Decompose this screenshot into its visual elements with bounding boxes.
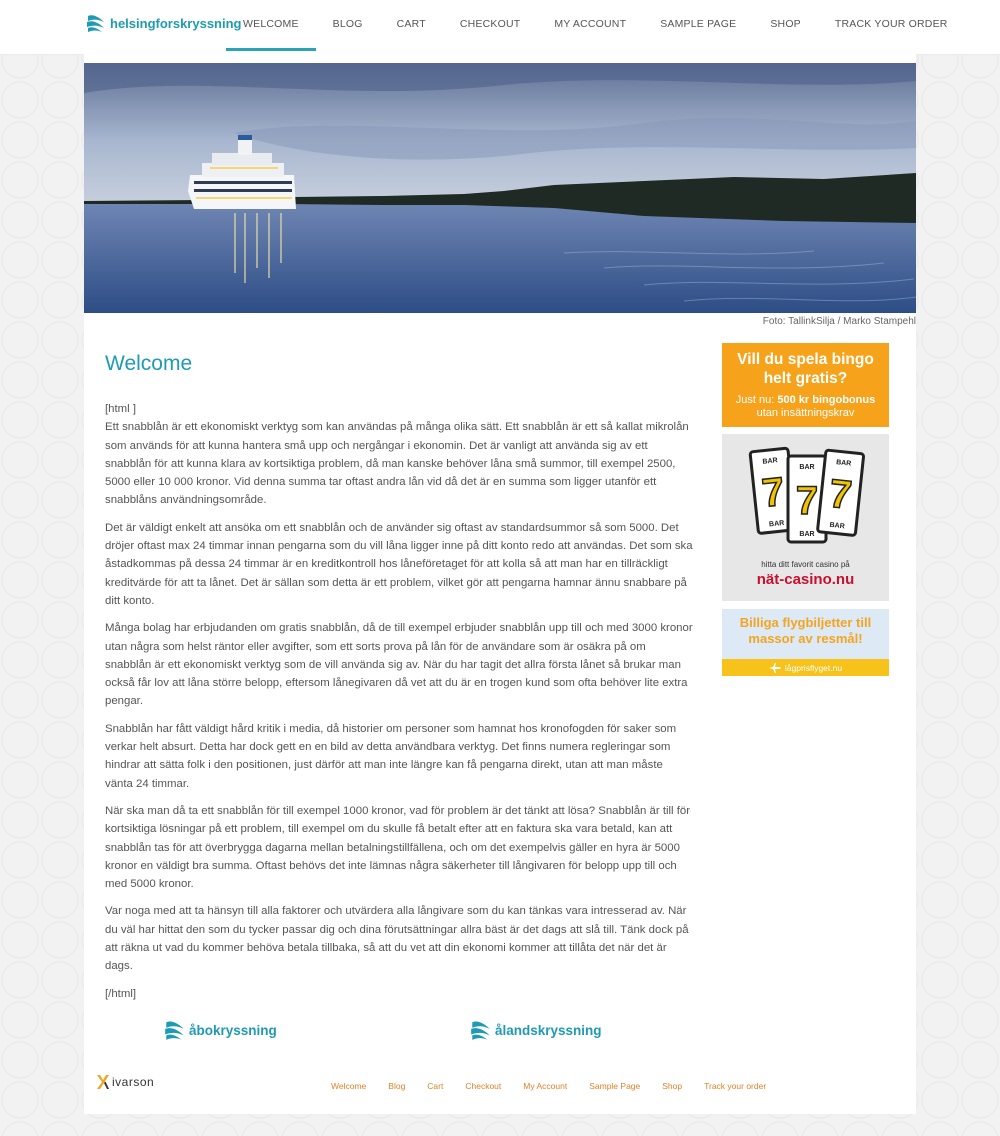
- footer-nav: [320, 1081, 777, 1091]
- reel-bar-label: BAR: [799, 464, 815, 471]
- bingo-ad-banner[interactable]: [722, 343, 889, 427]
- airplane-icon: [769, 663, 781, 673]
- partner-link-abokryssning[interactable]: [164, 1018, 277, 1042]
- flights-ad-brand: lågprisflyget.nu: [784, 662, 843, 673]
- bingo-ad-headline: Vill du spela bingo helt gratis?: [737, 351, 874, 387]
- reel-bar-label: BAR: [768, 519, 785, 529]
- reel-bar-label: BAR: [835, 459, 852, 468]
- top-navigation-bar: [0, 0, 1000, 55]
- article-content: [105, 400, 693, 1012]
- reel-seven-symbol: 7: [760, 469, 787, 516]
- reel-seven-symbol: 7: [827, 471, 854, 518]
- footer-link-cart[interactable]: Cart: [427, 1081, 444, 1091]
- flights-ad-banner[interactable]: [722, 609, 889, 676]
- partner-link-alandskryssning[interactable]: [470, 1018, 602, 1042]
- page-title: Welcome: [105, 352, 193, 375]
- paragraph: Ett snabblån är ett ekonomiskt verktyg som kan användas på många olika sätt. Ett snabblån är ett så kallat mikrolån som används för att kunna hantera små upp och nergångar i ekonomin. Det är vanligt att använda sig av ett snabblån för att kunna klara av kortsiktiga problem, då man kanske behöver låna små summor, till exempel 2500, 5000 eller 10 000 kronor. Vid denna summa tar oftast andra lån vid då det är en summa som ligger utanför ett snabblåns användningsområde.: [105, 421, 689, 507]
- footer-link-track-your-order[interactable]: Track your order: [704, 1081, 767, 1091]
- hero-image: [84, 63, 916, 313]
- reel-bar-label: BAR: [829, 521, 846, 531]
- sidebar: [722, 343, 889, 676]
- flights-ad-headline: Billiga flygbiljetter till massor av resmål!: [739, 615, 872, 646]
- nav-item-blog[interactable]: BLOG: [332, 18, 363, 30]
- footer-link-blog[interactable]: Blog: [388, 1081, 406, 1091]
- casino-ad-banner[interactable]: [722, 434, 889, 601]
- bingo-ad-bonus: 500 kr bingobonus: [777, 394, 876, 406]
- site-logo[interactable]: [86, 11, 241, 35]
- paragraph: Det är väldigt enkelt att ansöka om ett snabblån och de använder sig oftast av standardsummor så som 5000. Det dröjer oftast max 24 timmar innan pengarna som du vill låna ligger inne på ditt konto redo att användas. Det som ska åstadkommas på dessa 24 timmar är en kreditkontroll hos låneföretaget för att kolla så att man har en tillräckligt kreditvärde för att ta lånet. Det är sällan som detta är ett problem, vilket gör att pengarna hamnar ännu snabbare på ditt konto.: [105, 521, 693, 607]
- nav-item-cart[interactable]: CART: [396, 18, 426, 30]
- paragraph: När ska man då ta ett snabblån för till exempel 1000 kronor, vad för problem är det tänkt att lösa? Snabblån är till för kortsiktiga lösningar på ett problem, till exempel om du skulle få betalt efter att en faktura ska vara betald, kan att snabblån tas för att överbrygga dagarna mellan betalningstillfällena, och om det exempelvis gäller en hyra är 5000 kronor en väldigt bra summa. Oftast behövs det inte lämnas några säkerheter till långivaren för belopp upp till och med 5000 kronor.: [105, 804, 691, 891]
- logo-text: helsingforskryssning: [110, 15, 242, 31]
- paragraph: Var noga med att ta hänsyn till alla faktorer och utvärdera alla långivare som du kan tänkas vara intresserad av. När du väl har hittat den som du tycker passar dig och dina förutsättningar allra bäst är det dags att slå till. Tänk dock på att räkna ut vad du kommer behöva betala tillbaka, så att du vet att din ekonomi kommer att tillåta det när det är dags.: [105, 905, 689, 973]
- html-open-tag: [html ]: [105, 403, 137, 415]
- paragraph: Snabblån har fått väldigt hård kritik i media, då historier om personer som hamnat hos kronofogden för saker som verkar helt absurt. Detta har dock gett en en bild av detta användbara verktyg. Det finns numera regleringar som hindrar att sätta folk i den positionen, just därför att man inte längre kan få pengarna direkt, utan att man måste vänta 24 timmar.: [105, 722, 677, 790]
- footer-link-checkout[interactable]: Checkout: [465, 1081, 502, 1091]
- nav-item-sample-page[interactable]: SAMPLE PAGE: [660, 18, 737, 30]
- reel-seven-symbol: 7: [795, 479, 819, 523]
- partner-label: ålandskryssning: [495, 1022, 602, 1038]
- nav-item-track-your-order[interactable]: TRACK YOUR ORDER: [834, 18, 948, 30]
- main-nav: [226, 0, 965, 52]
- ivarson-logo-icon: [97, 1075, 109, 1089]
- bingo-ad-subtext: utan insättningskrav: [756, 407, 855, 419]
- hero-caption: Foto: TallinkSilja / Marko Stampehl: [762, 316, 916, 327]
- casino-ad-tagline: hitta ditt favorit casino på: [761, 560, 850, 569]
- footer-link-welcome[interactable]: Welcome: [331, 1081, 367, 1091]
- footer-link-shop[interactable]: Shop: [662, 1081, 683, 1091]
- nav-item-shop[interactable]: SHOP: [770, 18, 801, 30]
- wave-logo-icon: [86, 12, 106, 34]
- nav-item-my-account[interactable]: MY ACCOUNT: [554, 18, 627, 30]
- slot-reels-icon: [722, 434, 889, 556]
- footer-logo[interactable]: [97, 1075, 154, 1089]
- html-close-tag: [/html]: [105, 987, 137, 1000]
- nav-item-welcome[interactable]: WELCOME: [226, 0, 316, 51]
- reel-bar-label: BAR: [762, 457, 779, 466]
- casino-ad-brand: nät-casino.nu: [756, 571, 855, 588]
- paragraph: Många bolag har erbjudanden om gratis snabblån, då de till exempel erbjuder snabblån upp till och med 3000 kronor utan några som helst räntor eller avgifter, som ett sorts prova på lån för de användare som är osäkra på om snabblån är ett ekonomiskt verktyg som de vill använda sig av. När du har tagit det allra första lånet så brukar man också får lov att låna större belopp, eftersom lånegivaren då vet att du är en trogen kund som ofta behöver lite extra pengar.: [105, 622, 693, 708]
- footer-logo-text: ivarson: [112, 1075, 155, 1089]
- wave-logo-icon: [164, 1018, 186, 1042]
- bingo-ad-prefix: Just nu:: [735, 394, 775, 406]
- partner-label: åbokryssning: [189, 1022, 277, 1038]
- footer-link-my-account[interactable]: My Account: [523, 1081, 568, 1091]
- nav-item-checkout[interactable]: CHECKOUT: [459, 18, 521, 30]
- hero-ferry-scene: [84, 63, 916, 313]
- footer-link-sample-page[interactable]: Sample Page: [589, 1081, 641, 1091]
- reel-bar-label: BAR: [799, 531, 815, 538]
- wave-logo-icon: [470, 1018, 492, 1042]
- page-container: [84, 54, 916, 1114]
